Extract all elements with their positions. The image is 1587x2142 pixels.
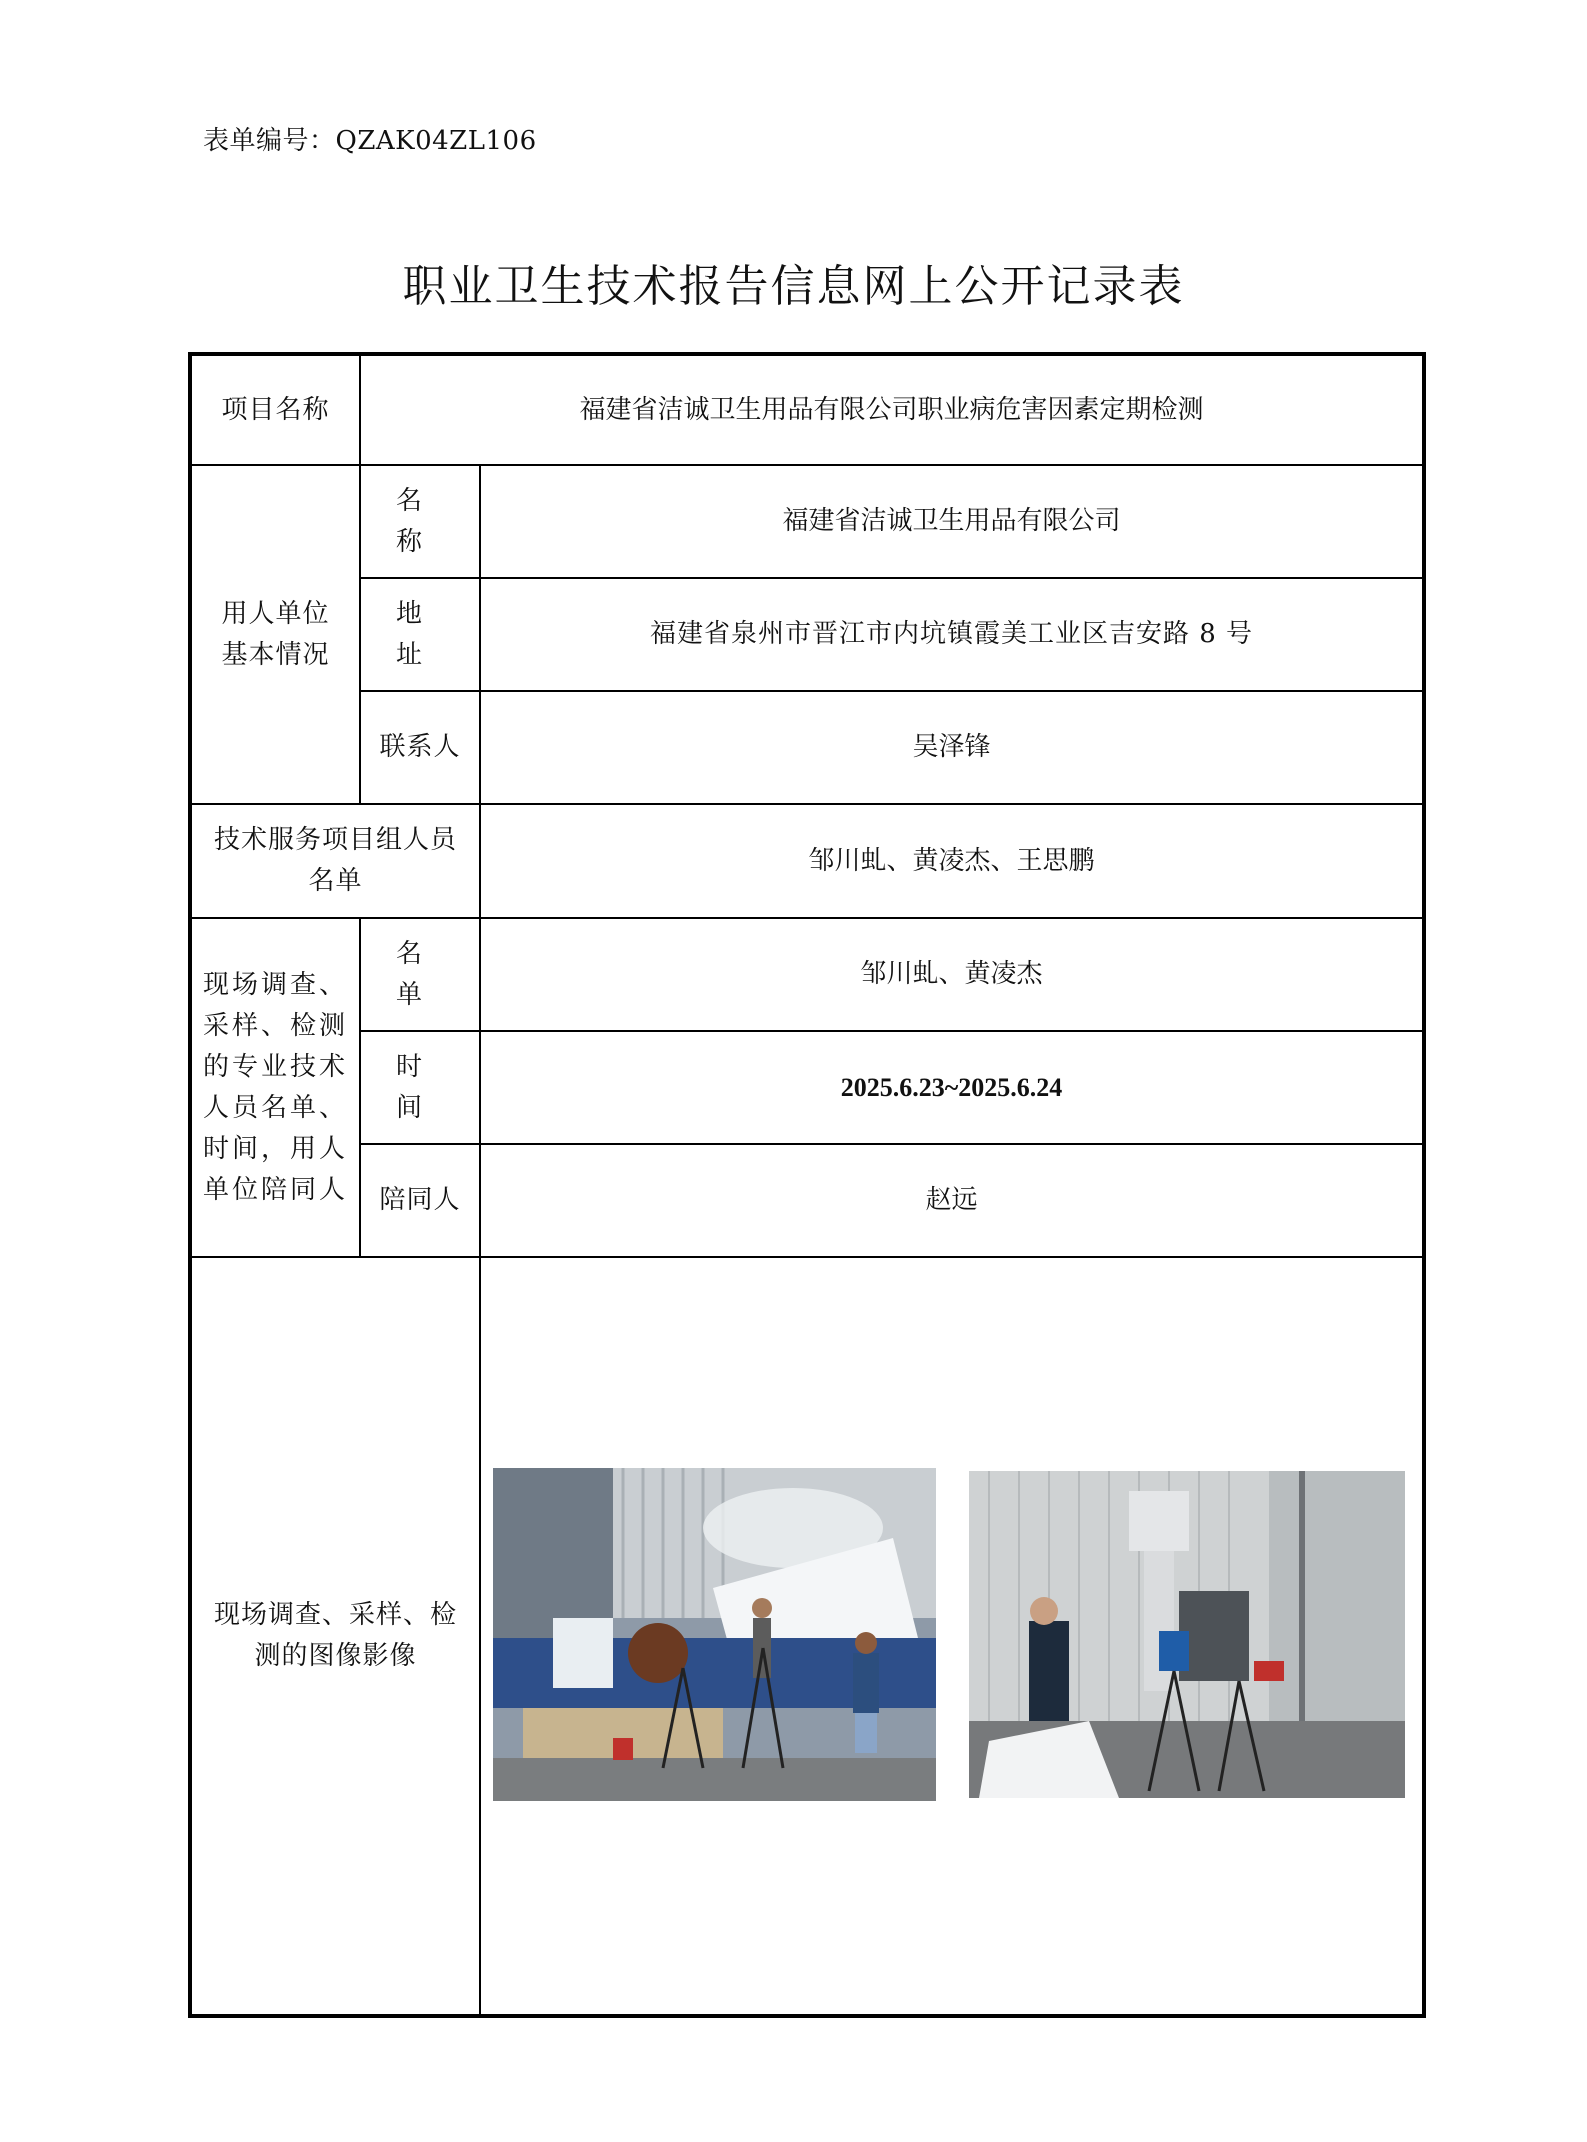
team-label: 技术服务项目组人员名单 bbox=[190, 804, 480, 918]
survey-names-label: 名 单 bbox=[360, 918, 480, 1031]
row-project-name bbox=[190, 354, 1424, 465]
survey-escort-value: 赵远 bbox=[480, 1144, 1424, 1257]
row-employer-contact bbox=[190, 691, 1424, 804]
employer-contact-label: 联系人 bbox=[360, 691, 480, 804]
project-name-label: 项目名称 bbox=[190, 354, 360, 465]
project-name-value: 福建省洁诚卫生用品有限公司职业病危害因素定期检测 bbox=[360, 354, 1424, 465]
employer-name-value: 福建省洁诚卫生用品有限公司 bbox=[480, 465, 1424, 578]
survey-escort-label: 陪同人 bbox=[360, 1144, 480, 1257]
survey-label: 现场调查、采样、检测的专业技术人员名单、时间，用人单位陪同人 bbox=[190, 918, 360, 1257]
employer-address-label: 地 址 bbox=[360, 578, 480, 691]
team-value: 邹川虬、黄凌杰、王思鹏 bbox=[480, 804, 1424, 918]
row-employer-name bbox=[190, 465, 1424, 578]
page-title: 职业卫生技术报告信息网上公开记录表 bbox=[402, 261, 1185, 312]
employer-contact-value: 吴泽锋 bbox=[480, 691, 1424, 804]
row-images bbox=[190, 1257, 1424, 2016]
employer-label: 用人单位基本情况 bbox=[190, 465, 360, 804]
record-table bbox=[188, 352, 1426, 2018]
row-team bbox=[190, 804, 1424, 918]
photo-area bbox=[481, 1258, 1422, 2014]
employer-name-label: 名 称 bbox=[360, 465, 480, 578]
survey-names-value: 邹川虬、黄凌杰 bbox=[480, 918, 1424, 1031]
employer-address-value: 福建省泉州市晋江市内坑镇霞美工业区吉安路 8 号 bbox=[480, 578, 1424, 691]
row-survey-names bbox=[190, 918, 1424, 1031]
survey-time-label: 时 间 bbox=[360, 1031, 480, 1144]
images-cell bbox=[480, 1257, 1424, 2016]
survey-time-value: 2025.6.23~2025.6.24 bbox=[480, 1031, 1424, 1144]
site-photo-2 bbox=[969, 1471, 1405, 1798]
row-employer-address bbox=[190, 578, 1424, 691]
images-label: 现场调查、采样、检测的图像影像 bbox=[190, 1257, 480, 2016]
row-survey-escort bbox=[190, 1144, 1424, 1257]
form-number: 表单编号：QZAK04ZL106 bbox=[203, 126, 537, 156]
row-survey-time bbox=[190, 1031, 1424, 1144]
site-photo-1 bbox=[493, 1468, 936, 1801]
